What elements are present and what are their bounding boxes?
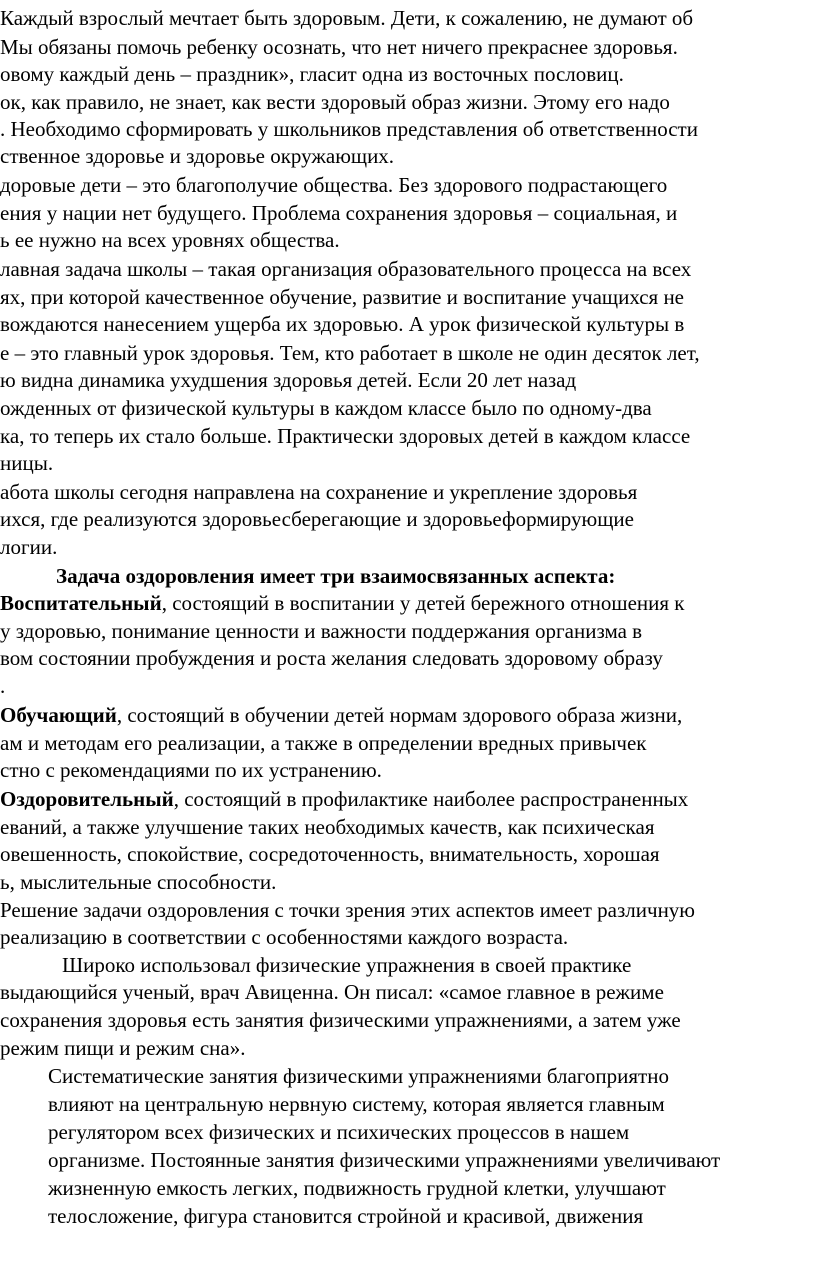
- text: Мы обязаны помочь ребенку осознать, что нет ничего прекраснее здоровья.: [0, 35, 678, 59]
- text-line: [0, 340, 700, 367]
- text: вождаются нанесением ущерба их здоровью. А урок физической культуры в: [0, 312, 685, 336]
- text-line: [48, 1175, 666, 1202]
- text-line: [0, 618, 642, 645]
- text: у здоровью, понимание ценности и важности поддержания организма в: [0, 619, 643, 643]
- text-line: [0, 814, 655, 841]
- text-line: [0, 1035, 245, 1062]
- text-line: [0, 924, 568, 951]
- text-line: [0, 395, 652, 422]
- text-line: [0, 227, 340, 254]
- text: ях, при которой качественное обучение, развитие и воспитание учащихся не: [0, 285, 684, 309]
- text: регулятором всех физических и психических процессов в нашем: [48, 1120, 630, 1144]
- text: ам и методам его реализации, а также в определении вредных привычек: [0, 731, 647, 755]
- bold-text: Воспитательный: [0, 591, 162, 615]
- text-line: [0, 506, 634, 533]
- text-line: [0, 479, 637, 506]
- bold-text: Обучающий: [0, 703, 117, 727]
- text: влияют на центральную нервную систему, которая является главным: [48, 1092, 665, 1116]
- text-line: [0, 143, 394, 170]
- text-line: [0, 645, 663, 672]
- text-line: [0, 89, 670, 116]
- text-line: [0, 702, 682, 729]
- bold-text: Оздоровительный: [0, 787, 174, 811]
- text: телосложение, фигура становится стройной и красивой, движения: [48, 1204, 644, 1228]
- text-line: [0, 284, 684, 311]
- text: Каждый взрослый мечтает быть здоровым. Дети, к сожалению, не думают об: [0, 6, 694, 30]
- text: ь, мыслительные способности.: [0, 870, 277, 894]
- text-line: [0, 534, 57, 561]
- text-line: [0, 590, 684, 617]
- text-line: [48, 1063, 669, 1090]
- text-line: [0, 423, 690, 450]
- text-line: [0, 979, 664, 1006]
- text-line: [0, 673, 5, 700]
- text-line: [0, 256, 691, 283]
- text-line: [0, 786, 688, 813]
- text: ения у нации нет будущего. Проблема сохранения здоровья – социальная, и: [0, 201, 678, 225]
- text: стно с рекомендациями по их устранению.: [0, 758, 382, 782]
- text: Систематические занятия физическими упражнениями благоприятно: [48, 1064, 669, 1088]
- text: абота школы сегодня направлена на сохранение и укрепление здоровья: [0, 480, 638, 504]
- bold-text: Задача оздоровления имеет три взаимосвязанных аспекта:: [56, 564, 616, 588]
- text: , состоящий в воспитании у детей бережного отношения к: [161, 591, 685, 615]
- text: вом состоянии пробуждения и роста желания следовать здоровому образу: [0, 646, 663, 670]
- text: ь ее нужно на всех уровнях общества.: [0, 228, 340, 252]
- text-line: [0, 61, 624, 88]
- text-line: [48, 1119, 629, 1146]
- text: сохранения здоровья есть занятия физическими упражнениями, а затем уже: [0, 1008, 681, 1032]
- text: ственное здоровье и здоровье окружающих.: [0, 144, 395, 168]
- text: еваний, а также улучшение таких необходимых качеств, как психическая: [0, 815, 655, 839]
- text: ок, как правило, не знает, как вести здоровый образ жизни. Этому его надо: [0, 90, 670, 114]
- text: , состоящий в обучении детей нормам здорового образа жизни,: [116, 703, 683, 727]
- text: ка, то теперь их стало больше. Практически здоровых детей в каждом классе: [0, 424, 691, 448]
- text-line: [0, 730, 646, 757]
- text-line: [0, 367, 576, 394]
- text-line: [0, 116, 698, 143]
- text: Решение задачи оздоровления с точки зрения этих аспектов имеет различную: [0, 898, 695, 922]
- text: овому каждый день – праздник», гласит одна из восточных пословиц.: [0, 62, 624, 86]
- text-line: [56, 563, 615, 590]
- text: доровые дети – это благополучие общества. Без здорового подрастающего: [0, 173, 668, 197]
- text-line: [0, 869, 276, 896]
- text: лавная задача школы – такая организация образовательного процесса на всех: [0, 257, 692, 281]
- text-line: [0, 757, 382, 784]
- text: реализацию в соответствии с особенностями каждого возраста.: [0, 925, 569, 949]
- text: организме. Постоянные занятия физическими упражнениями увеличивают: [48, 1148, 721, 1172]
- text: ихся, где реализуются здоровьесберегающие и здоровьеформирующие: [0, 507, 634, 531]
- text-line: [0, 897, 695, 924]
- text-line: [0, 841, 660, 868]
- text: режим пищи и режим сна».: [0, 1036, 246, 1060]
- text: Широко использовал физические упражнения в своей практике: [62, 953, 632, 977]
- text-line: [0, 200, 677, 227]
- text: .: [0, 674, 6, 698]
- text: ожденных от физической культуры в каждом классе было по одному-два: [0, 396, 652, 420]
- text-line: [48, 1203, 643, 1230]
- text: овешенность, спокойствие, сосредоточенность, внимательность, хорошая: [0, 842, 660, 866]
- text: выдающийся ученый, врач Авиценна. Он писал: «самое главное в режиме: [0, 980, 664, 1004]
- text-line: [0, 172, 667, 199]
- text: ницы.: [0, 451, 54, 475]
- text-line: [48, 1091, 665, 1118]
- text-line: [0, 311, 684, 338]
- text: ю видна динамика ухудшения здоровья детей. Если 20 лет назад: [0, 368, 577, 392]
- text: . Необходимо сформировать у школьников представления об ответственности: [0, 117, 698, 141]
- text-line: [0, 5, 693, 32]
- text-line: [0, 34, 678, 61]
- text-line: [0, 450, 53, 477]
- text-line: [62, 952, 631, 979]
- text-line: [0, 1007, 681, 1034]
- text: е – это главный урок здоровья. Тем, кто работает в школе не один десяток лет,: [0, 341, 700, 365]
- text-line: [48, 1147, 720, 1174]
- text: , состоящий в профилактике наиболее распространенных: [173, 787, 689, 811]
- text: логии.: [0, 535, 58, 559]
- text: жизненную емкость легких, подвижность грудной клетки, улучшают: [48, 1176, 666, 1200]
